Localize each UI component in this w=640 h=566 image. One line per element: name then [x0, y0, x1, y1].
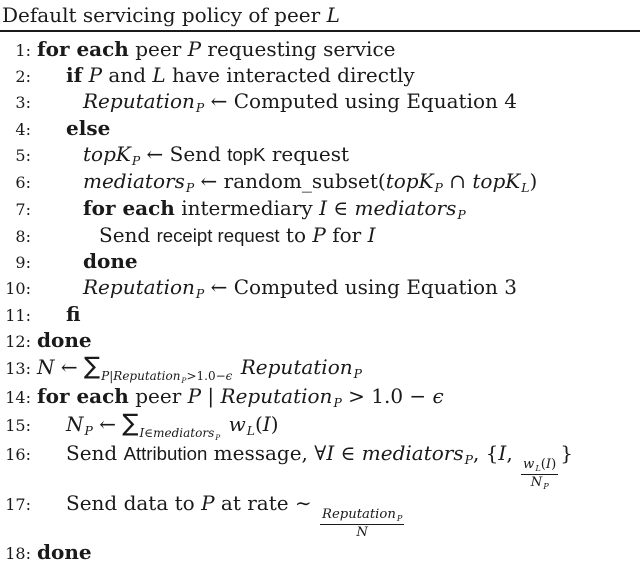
- text-segment: message, ∀: [207, 441, 327, 465]
- text-segment: Reputation: [113, 369, 181, 384]
- algo-line: [0, 540, 640, 566]
- line-content: [37, 63, 415, 88]
- text-segment: P: [187, 384, 202, 408]
- subscript: [535, 464, 540, 473]
- text-segment: L: [152, 63, 166, 87]
- text-segment: ): [270, 412, 279, 436]
- subscript: [181, 368, 186, 393]
- subscript: [465, 447, 473, 472]
- line-number: 7:: [15, 200, 31, 219]
- subscript: [132, 148, 140, 173]
- text-segment: for each: [37, 384, 129, 408]
- line-content: [37, 169, 537, 196]
- text-segment: L: [521, 179, 530, 195]
- text-segment: (: [254, 412, 263, 436]
- fraction-denominator: [529, 475, 551, 491]
- fraction-numerator: [521, 458, 558, 475]
- line-number: 15:: [5, 416, 31, 435]
- text-segment: P: [464, 451, 473, 467]
- algo-line: [0, 249, 640, 275]
- text-segment: L: [326, 3, 340, 27]
- line-content: [37, 441, 573, 491]
- text-segment: P: [84, 422, 93, 438]
- text-segment: Send: [99, 223, 157, 247]
- sigma-operator: ∑: [83, 352, 101, 380]
- subscript: [247, 418, 255, 443]
- text-segment: peer: [128, 384, 188, 408]
- line-number: 9:: [15, 253, 31, 272]
- subscript: [196, 95, 204, 120]
- algo-line: [0, 142, 640, 169]
- text-segment: N: [66, 412, 84, 436]
- text-segment: > 1.0 −: [341, 384, 433, 408]
- line-number: 14:: [5, 388, 31, 407]
- text-segment: L: [246, 422, 255, 438]
- text-segment: Send data to: [66, 490, 202, 515]
- text-segment: request: [265, 142, 350, 166]
- text-segment: ←: [92, 412, 123, 436]
- line-number: 4:: [15, 120, 31, 139]
- text-segment: P: [185, 179, 195, 195]
- text-segment: P: [312, 223, 326, 247]
- line-number: 12:: [5, 332, 31, 351]
- text-segment: to: [279, 223, 313, 247]
- text-segment: P: [195, 285, 205, 301]
- text-segment: N: [530, 474, 543, 490]
- text-segment: L: [535, 462, 541, 473]
- line-content: [37, 491, 406, 541]
- text-segment: , {: [472, 441, 499, 465]
- algo-line: [0, 275, 640, 302]
- algo-line: [0, 328, 640, 354]
- line-number: 17:: [5, 494, 31, 514]
- text-segment: I: [326, 441, 335, 465]
- line-content: [37, 142, 349, 169]
- line-number: 10:: [5, 279, 31, 298]
- subscript: [397, 514, 403, 523]
- line-number: 11:: [5, 306, 31, 325]
- text-segment: ϵ: [225, 369, 233, 384]
- text-segment: P: [396, 512, 403, 523]
- line-number: 5:: [15, 146, 31, 165]
- text-segment: peer: [128, 37, 188, 61]
- line-content: [37, 275, 517, 302]
- subscript: [457, 202, 465, 227]
- text-segment: done: [37, 540, 92, 565]
- algo-line: [0, 196, 640, 223]
- text-segment: topK: [83, 142, 131, 166]
- algo-line: [0, 223, 640, 249]
- line-content: [37, 328, 92, 353]
- summation-subscript: [140, 421, 221, 447]
- text-segment: else: [66, 116, 111, 140]
- text-segment: P: [434, 179, 443, 195]
- fraction-denominator: [354, 525, 370, 541]
- fraction: [521, 458, 558, 491]
- text-segment: |: [201, 384, 221, 408]
- algo-line: [0, 354, 640, 384]
- line-number: 8:: [15, 227, 31, 246]
- line-content: [37, 249, 138, 274]
- text-segment: ∩: [442, 169, 473, 193]
- text-segment: Reputation: [83, 275, 195, 299]
- line-content: [37, 37, 395, 62]
- text-segment: I: [262, 412, 271, 436]
- text-segment: Default servicing policy of peer: [2, 3, 327, 27]
- text-segment: receipt request: [156, 225, 280, 246]
- text-segment: ): [551, 457, 557, 473]
- text-segment: P: [101, 369, 110, 384]
- algo-line: [0, 302, 640, 328]
- text-segment: mediators: [361, 441, 464, 465]
- line-content: [37, 354, 362, 384]
- sigma-operator: ∑: [122, 409, 139, 437]
- text-segment: mediators: [153, 426, 215, 441]
- text-segment: (: [540, 457, 546, 473]
- line-number: 16:: [5, 445, 31, 464]
- text-segment: topK: [385, 169, 434, 193]
- text-segment: for each: [37, 37, 129, 61]
- subscript: [186, 175, 194, 200]
- text-segment: done: [37, 328, 92, 352]
- text-segment: I: [545, 457, 552, 473]
- text-segment: ← Computed using Equation 3: [204, 275, 517, 299]
- subscript: [354, 361, 362, 386]
- text-segment: mediators: [83, 169, 185, 193]
- fraction-numerator: [320, 508, 404, 525]
- text-segment: Attribution: [123, 443, 208, 464]
- line-number: 2:: [15, 67, 31, 86]
- text-segment: w: [228, 412, 246, 436]
- text-segment: ϵ: [432, 384, 444, 408]
- text-segment: w: [523, 457, 535, 473]
- subscript: [215, 425, 220, 450]
- algo-line: [0, 491, 640, 541]
- line-content: [37, 223, 375, 248]
- text-segment: ): [529, 169, 538, 193]
- text-segment: Reputation: [322, 506, 396, 522]
- text-segment: ←: [54, 355, 84, 379]
- algorithm-body: [0, 32, 640, 566]
- text-segment: intermediary: [174, 196, 320, 220]
- text-segment: ∈: [334, 441, 362, 465]
- text-segment: ← Send: [140, 142, 228, 166]
- text-segment: at rate ∼: [214, 490, 319, 515]
- line-content: [37, 196, 466, 223]
- text-segment: P: [187, 37, 202, 61]
- text-segment: for each: [83, 196, 175, 220]
- text-segment: I: [139, 426, 145, 441]
- text-segment: P: [333, 394, 342, 410]
- text-segment: have interacted directly: [165, 63, 415, 87]
- line-number: 3:: [15, 93, 31, 112]
- summation-subscript: [101, 364, 232, 390]
- text-segment: N: [356, 524, 368, 540]
- algo-line: [0, 169, 640, 196]
- line-content: [37, 116, 110, 141]
- text-segment: requesting service: [201, 37, 396, 61]
- algorithm-title: [0, 0, 640, 30]
- text-segment: ,: [506, 441, 520, 465]
- text-segment: N: [37, 355, 55, 379]
- text-segment: ← random_subset(: [194, 169, 386, 193]
- summation: [122, 409, 222, 442]
- subscript: [85, 418, 93, 443]
- line-content: [37, 89, 517, 116]
- line-content: [37, 384, 444, 411]
- text-segment: I: [498, 441, 507, 465]
- line-content: [37, 302, 81, 327]
- text-segment: P: [201, 490, 215, 515]
- algo-line: [0, 411, 640, 441]
- text-segment: ← Computed using Equation 4: [204, 89, 517, 113]
- subscript: [435, 175, 443, 200]
- text-segment: P: [457, 206, 466, 222]
- text-segment: if: [66, 63, 83, 87]
- summation: [83, 352, 234, 385]
- text-segment: |: [109, 369, 114, 384]
- text-segment: Reputation: [240, 355, 353, 379]
- subscript: [333, 390, 341, 415]
- text-segment: done: [83, 249, 138, 273]
- text-segment: P: [181, 375, 187, 385]
- line-content: [37, 411, 279, 441]
- text-segment: P: [88, 63, 103, 87]
- text-segment: mediators: [354, 196, 457, 220]
- text-segment: topK: [472, 169, 521, 193]
- text-segment: fi: [66, 302, 81, 326]
- text-segment: Reputation: [220, 384, 333, 408]
- line-number: 13:: [5, 359, 31, 378]
- text-segment: ∈: [144, 426, 154, 441]
- line-content: [37, 540, 92, 565]
- text-segment: and: [102, 63, 153, 87]
- text-segment: ∈: [326, 196, 355, 220]
- line-number: 6:: [15, 173, 31, 192]
- text-segment: >1.0−: [186, 369, 226, 384]
- text-segment: for: [325, 223, 368, 247]
- text-segment: P: [353, 365, 362, 381]
- text-segment: Send: [66, 441, 124, 465]
- algo-line: [0, 116, 640, 142]
- algo-line: [0, 63, 640, 89]
- text-segment: P: [195, 99, 205, 115]
- text-segment: topK: [227, 144, 266, 165]
- algo-line: [0, 441, 640, 491]
- algo-line: [0, 384, 640, 411]
- line-number: 18:: [5, 544, 31, 564]
- line-number: 1:: [15, 41, 31, 60]
- subscript: [543, 482, 549, 491]
- text-segment: P: [215, 432, 221, 442]
- text-segment: I: [319, 196, 327, 220]
- fraction: [320, 508, 404, 541]
- text-segment: P: [543, 480, 549, 491]
- subscript: [196, 281, 204, 306]
- algo-line: [0, 37, 640, 63]
- text-segment: }: [560, 441, 574, 465]
- text-segment: P: [131, 152, 141, 168]
- text-segment: Reputation: [83, 89, 195, 113]
- algo-line: [0, 89, 640, 116]
- subscript: [521, 175, 529, 200]
- text-segment: I: [367, 223, 376, 247]
